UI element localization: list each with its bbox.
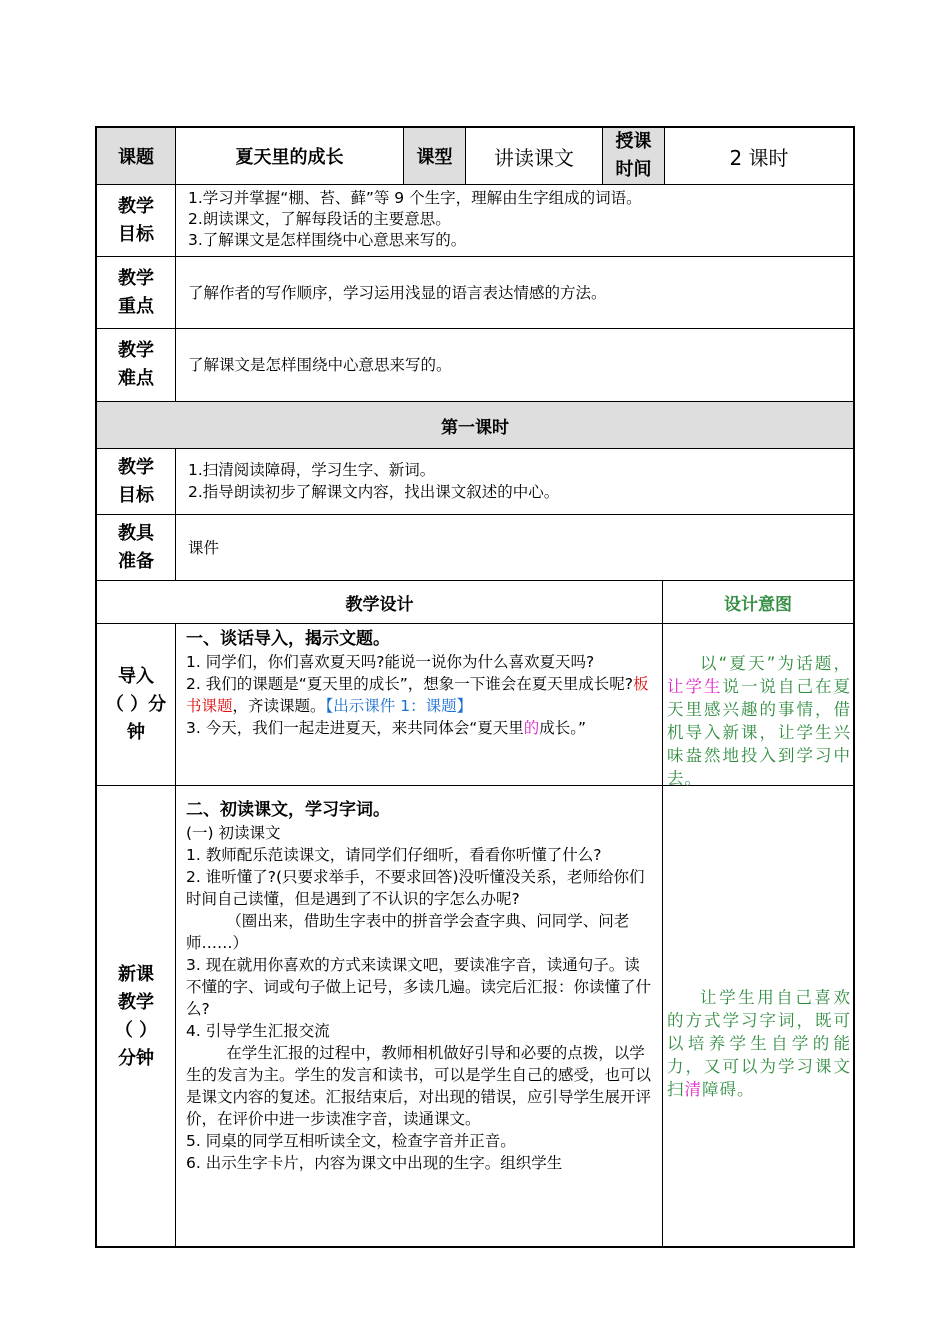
lesson-plan-table: [95, 126, 855, 1248]
topic-label: 课题: [97, 128, 175, 184]
newlesson-label: 新课 教学 （ ） 分钟: [114, 964, 158, 1069]
objectives-text: 1.学习并掌握“棚、苔、藓”等 9 个生字，理解由生字组成的词语。 2.朗读课文，了解每段话的主要意思。 3.了解课文是怎样围绕中心意思来写的。: [188, 189, 642, 249]
first-lesson-title: 第一课时: [441, 417, 509, 438]
col-divider: [662, 580, 663, 1248]
newlesson-intent: 让学生用自己喜欢的方式学习字词，既可以培养学生自学的能力，又可以为学习课文扫清障碍。: [667, 988, 851, 1099]
objectives-label: 教学 目标: [118, 195, 154, 245]
topic-value: 夏天里的成长: [235, 147, 344, 168]
row-divider: [97, 448, 853, 449]
lesson-objectives-label: 教学 目标: [118, 456, 154, 506]
newlesson-content: 二、初读课文，学习字词。 (一) 初读课文 1. 教师配乐范读课文，请同学们仔细听，看看你听懂了什么? 2. 谁听懂了?(只要求举手，不要求回答)没听懂没关系，老师给你们时间自己读懂，但是遇到了不认识的字怎么办呢? （圈出来，借助生字表中的拼音学会查字典、问同学、问老师……） 3. 现在就用你喜欢的方式来读课文吧，要读准字音，读通句子。读不懂的字、词或句子做上记号，多读几遍。读完后汇报：你读懂了什么? 4. 引导学生汇报交流 在学生汇报的过程中，教师相机做好引导和必要的点拨，以学生的发言为主。学生的发言和读书，可以是学生自己的感受，也可以是课文内容的复述。汇报结束后，对出现的错误，应引导学生展开评价，在评价中进一步读准字音，读通课文。 5. 同桌的同学互相听读全文，检查字音并正音。 6. 出示生字卡片，内容为课文中出现的生字。组织学生: [186, 800, 652, 1172]
intro-p3: 3. 今天，我们一起走进夏天，来共同体会“夏天里的成长。”: [186, 719, 587, 737]
difficulties-text: 了解课文是怎样围绕中心意思来写的。: [188, 356, 452, 374]
intent-header: 设计意图: [724, 594, 792, 615]
key-points-label: 教学 重点: [118, 267, 154, 317]
difficulties-label: 教学 难点: [118, 340, 154, 389]
row-divider: [97, 623, 853, 624]
type-label: 课型: [404, 128, 465, 184]
intro-label: 导入 （ ）分 钟: [105, 665, 167, 743]
materials-text: 课件: [188, 538, 220, 557]
intro-p2: 2. 我们的课题是“夏天里的成长”，想象一下谁会在夏天里成长呢?板书课题，齐读课题。【出示课件 1：课题】: [186, 675, 649, 715]
lesson-objectives-text: 1.扫清阅读障碍，学习生字、新词。 2.指导朗读初步了解课文内容，找出课文叙述的中心。: [188, 461, 560, 501]
key-points-text: 了解作者的写作顺序，学习运用浅显的语言表达情感的方法。: [188, 283, 607, 302]
intro-content: 一、谈话导入，揭示文题。 1. 同学们，你们喜欢夏天吗?能说一说你为什么喜欢夏天吗? 2. 我们的课题是“夏天里的成长”，想象一下谁会在夏天里成长呢?板书课题，齐读课题。【出示课件 1：课题】 3. 今天，我们一起走进夏天，来共同体会“夏天里的成长。”: [176, 627, 660, 739]
type-value: 讲读课文: [494, 145, 574, 170]
intro-intent: 以“夏天”为话题，让学生说一说自己在夏天里感兴趣的事情，借机导入新课，让学生兴味盎然地投入到学习中去。: [667, 654, 851, 788]
design-header: 教学设计: [345, 594, 414, 615]
materials-label: 教具 准备: [118, 522, 154, 572]
time-label: 授课 时间: [603, 128, 664, 184]
time-value: 2 课时: [729, 145, 789, 170]
row-divider: [97, 184, 853, 185]
